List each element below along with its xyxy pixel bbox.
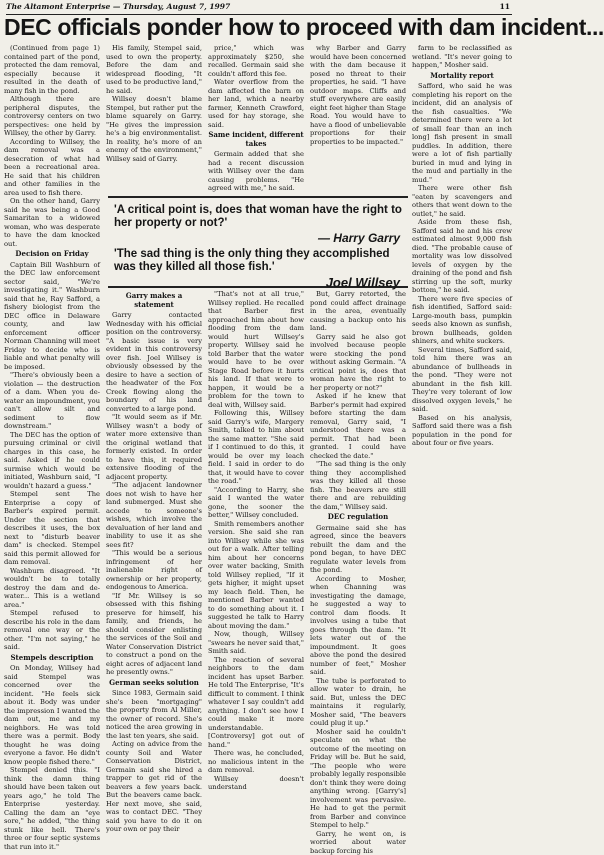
paragraph: There was, he concluded, no malicious intent in the dam removal. bbox=[208, 749, 304, 775]
paragraph: His family, Stempel said, used to own the property. Before the dam and widespread flooding, "It used to be productive land," he said. bbox=[106, 44, 202, 95]
pull-quote-box bbox=[108, 196, 408, 288]
paragraph: Washburn disagreed. "It wouldn't be to totally destroy the dam and de-water... This is a wetland area." bbox=[4, 567, 100, 610]
paragraph: "If Mr. Willsey is so obsessed with this fishing preserve for himself, his family, and friends, he should consider enlisting the services of the Soil and Water Conservation District to construct a pond on the eight acres of adjacent land he presently owns." bbox=[106, 592, 202, 677]
pull-quote-2-attribution: Joel Willsey bbox=[326, 275, 400, 290]
paragraph: "There's obviously been a violation — the destruction of a dam. When you de-water an impoundment, you can't allow silt and sediment to flow downstream." bbox=[4, 371, 100, 431]
paragraph: Aside from these fish, Safford said he and his crew estimated almost 9,000 fish died. "The probable cause of mortality was low dissolved levels of oxygen by the draining of the pond and fish stirring up the soft, murky bottom," he said. bbox=[412, 218, 512, 295]
paragraph: "This would be a serious infringement of her inalienable right of ownership or her property, endogenous to America. bbox=[106, 549, 202, 592]
paragraph: Now, though, Willsey "swears he never said that," Smith said. bbox=[208, 630, 304, 656]
paragraph: Smith remembers another version. She said she ran into Willsey while she was out for a walk. After telling him about her concerns over water backing, Smith told Willsey replied, "If it gets higher, it might upset my leach field. Then, he mentioned Barber wanted to do something about it. I suggested he talk to Harry about moving the dam." bbox=[208, 520, 304, 631]
paragraph: On Monday, Willsey had said Stempel was concerned over the incident. "He feels sick about it. Body was under the impression I wanted the dam out, me and my neighbors. He was told there was a permit. Body thought he was doing everyone a favor. He didn't know people fished there." bbox=[4, 664, 100, 766]
paragraph: Several times, Safford said, told him there was an abundance of bullheads in the pond. "They were not abundant in the fish kill. They're very tolerant of low dissolved oxygen levels," he said. bbox=[412, 346, 512, 414]
paragraph: Stempel denied this. "I think the damn thing should have been taken out years ago," he told The Enterprise yesterday. Calling the dam an "eye sore," he added, "the thing stunk like hell. There's three or four septic systems that run into it." bbox=[4, 766, 100, 851]
column-2-top bbox=[106, 44, 202, 194]
paragraph: Acting on advice from the county Soil and Water Conservation District, Germain said she hired a trapper to get rid of the beavers a few years back. But the beavers came back. Her next move, she said, was to contact DEC. "They said you have to do it on your own or pay their bbox=[106, 740, 202, 834]
paragraph: Garry contacted Wednesday with his official position on the controversy. "A basic issue is very evident in this controversy over fish. Joel Willsey is obviously obsessed by the desire to have a section of the headwater of the Fox Creek flowing along the boundary of his land converted to a large pond. bbox=[106, 311, 202, 413]
subheading: German seeks solution bbox=[106, 679, 202, 688]
masthead-paper: The Altamont Enterprise — Thursday, August 7, 1997 bbox=[6, 2, 230, 11]
paragraph: Since 1983, Germain said she's been "mortgaging" the property from Al Miller, the owner of record. She's noticed the area growing in the last ten years, she said. bbox=[106, 689, 202, 740]
paragraph: price," which was approximately $250, she recalled. Germain said she couldn't afford this fee. bbox=[208, 44, 304, 78]
paragraph: Although there are peripheral disputes, the controversy centers on two perspectives: one held by Willsey, the other by Garry. bbox=[4, 95, 100, 138]
page-number: 11 bbox=[500, 2, 510, 11]
paragraph: There were other fish "eaten by scavengers and others that went down to the outlet," he said. bbox=[412, 184, 512, 218]
paragraph: Garry, he went on, is worried about water backup forcing his bbox=[310, 830, 406, 855]
pull-quote-1: 'A critical point is, does that woman have the right to her property or not?' bbox=[114, 204, 406, 230]
paragraph: "It would seem as if Mr. Willsey wasn't a body of water more extensive than the original wetland that formerly existed. In order to have this, it required extensive flooding of the adjacent property. bbox=[106, 413, 202, 481]
paragraph: The tube is perforated to allow water to drain, he said. But, unless the DEC maintains it regularly, Mosher said, "The beavers could plug it up." bbox=[310, 677, 406, 728]
column-3-top bbox=[208, 44, 304, 194]
column-3-bottom bbox=[208, 290, 304, 596]
subheading: DEC regulation bbox=[310, 513, 406, 522]
column-4-top bbox=[310, 44, 406, 194]
paragraph: Captain Bill Washburn of the DEC law enforcement sector said, "We're investigating it." Washburn said that he, Ray Safford, a fishery biologist from the DEC office in Delaware county, and law enforcement officer Norman Channing will meet Friday to decide who is liable and what penalty will be imposed. bbox=[4, 261, 100, 372]
paragraph: farm to be reclassified as wetland. "It's never going to happen," Mosher said. bbox=[412, 44, 512, 70]
column-4-bottom bbox=[310, 290, 406, 596]
paragraph: Water overflow from the dam affected the barn on her land, which a nearby farmer, Kenneth Crawford, used for hay storage, she said. bbox=[208, 78, 304, 129]
paragraph: Following this, Willsey said Garry's wife, Margery Smith, talked to him about the same matter. "She said if I continued to do this, it would be over my leach field. I said in order to do that, it would have to cover the road." bbox=[208, 409, 304, 486]
column-2-bottom bbox=[106, 290, 202, 596]
subheading: Decision on Friday bbox=[4, 250, 100, 259]
headline: DEC officials ponder how to proceed with dam incident... bbox=[4, 14, 514, 41]
subheading: Same incident, different takes bbox=[208, 131, 304, 148]
paragraph: The DEC has the option of pursuing criminal or civil charges in this case, he said. Asked if he could surmise which would be initiated, Washburn said, "I wouldn't hazard a guess." bbox=[4, 431, 100, 491]
paragraph: (Continued from page 1) contained part of the pond, protected the dam removal, especially because it resulted in the death of many fish in the pond. bbox=[4, 44, 100, 95]
subheading: Mortality report bbox=[412, 72, 512, 81]
paragraph: Stempel refused to describe his role in the dam removal one way or the other. "I'm not saying," he said. bbox=[4, 609, 100, 652]
paragraph: Stempel sent The Enterprise a copy of Barber's expired permit. Under the section that describes it uses, the box next to "disturb beaver dam" is checked. Stempel said this permit allowed for dam removal. bbox=[4, 490, 100, 567]
paragraph: Mosher said he couldn't speculate on what the outcome of the meeting on Friday will be. But he said, "The people who were probably legally responsible don't think they were doing anything wrong. [Garry's] involvement was pervasive. He had to get the permit from Barber and convince Stempel to help." bbox=[310, 728, 406, 830]
paragraph: According to Willsey, the dam removal was a desecration of what had been a recreational area. He said that his children and other families in the area used to fish there. bbox=[4, 138, 100, 198]
paragraph: Garry said he also got involved because people were stocking the pond without asking Germain. "A critical point is, does that woman have the right to her property or not?" bbox=[310, 333, 406, 393]
subheading: Garry makes a statement bbox=[106, 292, 202, 309]
pull-quote-2: 'The sad thing is the only thing they accomplished was they killed all those fish.' bbox=[114, 248, 406, 274]
paragraph: "That's not at all true," Willsey replied. He recalled that Barber first approached him about how flooding from the dam would hurt Willsey's property. Willsey said he told Barber that the water would have to be over Stage Road before it hurts his land. If that were to happen, it would be a problem for the town to deal with, Willsey said. bbox=[208, 290, 304, 409]
paragraph: The reaction of several neighbors to the dam incident has upset Barber. He told The Enterprise, "It's difficult to comment. I think whatever I say couldn't add anything. I don't see how I could make it more understandable. [Controversy] got out of hand." bbox=[208, 656, 304, 750]
column-5 bbox=[412, 44, 512, 596]
paragraph: Willsey doesn't blame Stempel, but rather put the blame squarely on Garry. "He gives the impression he's a big environmentalist. In reality, he's more of an enemy of the environment," Willsey said of Garry. bbox=[106, 95, 202, 163]
paragraph: "The sad thing is the only thing they accomplished was they killed all those fish. The beavers are still there and are rebuilding the dam," Willsey said. bbox=[310, 460, 406, 511]
paragraph: According to Mosher, when Channing was investigating the damage, he suggested a way to control dam floods. It involves using a tube that goes through the dam. "It lets water out of the impoundment. It goes above the pond the desired number of feet," Mosher said. bbox=[310, 575, 406, 677]
paragraph: There were five species of fish identified, Safford said: Large-mouth bass, pumpkin seeds also known as sunfish, brown bullheads, golden shiners, and white suckers. bbox=[412, 295, 512, 346]
paragraph: But, Garry retorted, the pond could affect drainage in the area, eventually causing a backup onto his land. bbox=[310, 290, 406, 333]
paragraph: Willsey doesn't understand bbox=[208, 775, 304, 792]
paragraph: Based on his analysis, Safford said there was a fish population in the pond for about four or five years. bbox=[412, 414, 512, 448]
paragraph: Germaine said she has agreed, since the beavers rebuilt the dam and the pond began, to have DEC regulate water levels from the pond. bbox=[310, 524, 406, 575]
paragraph: Safford, who said he was completing his report on the incident, did an analysis of the fish casualties. "We determined there were a lot of small fear than an inch long] fish present in small puddles. In addition, there were a lot of fish partially buried in mud and lying in the mud and partially in the mud." bbox=[412, 82, 512, 184]
column-1 bbox=[4, 44, 100, 596]
paragraph: On the other hand, Garry said he was being a Good Samaritan to a widowed woman, who was desperate to have the dam knocked out. bbox=[4, 197, 100, 248]
paragraph: "According to Harry, she said I wanted the water gone, the sooner the better," Willsey concluded. bbox=[208, 486, 304, 520]
paragraph: "The adjacent landowner does not wish to have her land submerged. Must she accede to someone's wishes, which involve the devaluation of her land and inability to use it as she sees fit? bbox=[106, 481, 202, 549]
paragraph: why Barber and Garry would have been concerned with the dam because it posed no threat to their properties, he said. "I have outdoor maps. Cliffs and stuff everywhere are easily eight feet higher than Stage Road. You would have to have a flood of unbelievable proportions for their properties to be impacted." bbox=[310, 44, 406, 146]
pull-quote-1-attribution: — Harry Garry bbox=[318, 231, 400, 245]
paragraph: Germain added that she had a recent discussion with Willsey over the dam causing problems. "He agreed with me," he said. bbox=[208, 150, 304, 193]
subheading: Stempels description bbox=[4, 654, 100, 663]
paragraph: Asked if he knew that Barber's permit had expired before starting the dam removal, Garry said, "I understood there was a permit. That had been granted. I could have checked the date." bbox=[310, 392, 406, 460]
